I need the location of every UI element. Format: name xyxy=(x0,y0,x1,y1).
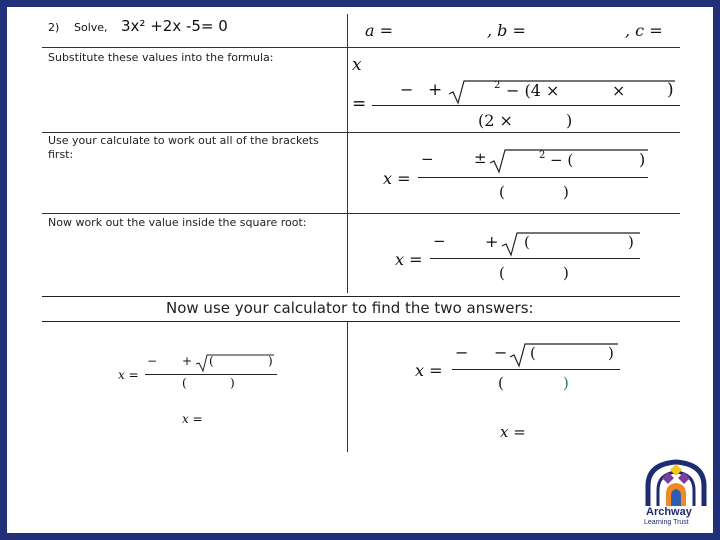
formula2-plusminus: ± xyxy=(474,149,487,167)
logo-name: Archway xyxy=(646,506,692,518)
formula1-denominator: (2 × xyxy=(478,111,513,130)
answer-right-close: ) xyxy=(608,344,614,362)
answer-left-fraction-bar xyxy=(145,374,277,375)
answer-left-plus: + xyxy=(182,354,193,368)
question-number: 2) xyxy=(48,21,60,34)
row-divider-4 xyxy=(42,296,680,297)
instruction-banner: Now use your calculator to find the two answers: xyxy=(166,299,534,317)
row-label-square-root: Now work out the value inside the square root: xyxy=(48,216,307,229)
column-divider-top xyxy=(347,14,348,293)
row-label-brackets: Use your calculate to work out all of the brackets first: xyxy=(48,134,319,161)
formula3-denominator-close: ) xyxy=(563,264,569,282)
formula2-denominator-close: ) xyxy=(563,183,569,201)
question-equation: 3x² +2x -5= 0 xyxy=(121,17,228,35)
answer-left-open: ( xyxy=(209,354,214,368)
formula1-plus: + xyxy=(428,80,443,100)
formula1-close: ) xyxy=(667,80,674,100)
formula3-fraction-bar xyxy=(430,258,640,259)
answer-left-close: ) xyxy=(268,354,273,368)
answer-right-fraction-bar xyxy=(452,369,620,370)
formula1-equals: = xyxy=(352,94,367,114)
answer-right-x: x = xyxy=(415,361,443,380)
row-divider-2 xyxy=(42,132,680,133)
formula3-denominator-open: ( xyxy=(499,264,505,282)
formula2-fraction-bar xyxy=(418,177,648,178)
formula1-times: × xyxy=(612,81,626,100)
row-divider-5 xyxy=(42,321,680,322)
row-divider-3 xyxy=(42,213,680,214)
coefficient-c: , c = xyxy=(625,21,663,40)
formula3-plus: + xyxy=(485,232,499,251)
formula3-x: x = xyxy=(395,250,423,269)
formula2-sup2: 2 xyxy=(539,150,546,161)
answer-left-x: x = xyxy=(118,368,139,382)
answer-right-minus-2: − xyxy=(494,343,508,362)
archway-arch-icon xyxy=(640,458,712,508)
formula3-close: ) xyxy=(628,233,634,251)
column-divider-bottom xyxy=(347,322,348,452)
formula1-fraction-bar xyxy=(372,105,680,106)
answer-right-open: ( xyxy=(530,344,536,362)
formula2-denominator-open: ( xyxy=(499,183,505,201)
formula3-minus: − xyxy=(433,232,446,250)
formula2-x: x = xyxy=(383,169,411,188)
answer-right-denominator-open: ( xyxy=(498,374,504,392)
answer-left-result: x = xyxy=(182,412,203,426)
formula1-sup2: 2 xyxy=(494,80,501,91)
formula3-sqrt-icon xyxy=(500,231,642,257)
coefficient-b: , b = xyxy=(487,21,526,40)
formula1-sqrt-icon xyxy=(447,79,677,105)
answer-left-sqrt-icon xyxy=(194,353,276,373)
row-label-substitute: Substitute these values into the formula: xyxy=(48,51,274,64)
answer-right-denominator-close: ) xyxy=(563,374,569,392)
answer-right-result: x = xyxy=(500,423,526,441)
formula1-inner: − (4 × xyxy=(506,81,560,100)
formula1-minus: − xyxy=(400,80,414,99)
answer-left-minus: − xyxy=(147,354,158,368)
formula1-x: x xyxy=(352,55,362,75)
answer-right-minus: − xyxy=(455,343,469,362)
formula2-minus: − xyxy=(421,150,434,168)
answer-left-denominator-open: ( xyxy=(182,376,187,390)
row-divider-1 xyxy=(42,47,680,48)
logo-subtitle: Learning Trust xyxy=(644,519,689,526)
answer-right-sqrt-icon xyxy=(508,342,620,368)
answer-left-denominator-close: ) xyxy=(230,376,235,390)
archway-logo xyxy=(640,458,712,528)
coefficient-a: a = xyxy=(365,21,394,40)
formula1-denominator-close: ) xyxy=(566,111,573,130)
formula2-inner: − ( xyxy=(550,151,574,169)
formula3-open: ( xyxy=(524,233,530,251)
formula2-close: ) xyxy=(639,150,646,169)
question-word: Solve, xyxy=(74,21,108,34)
